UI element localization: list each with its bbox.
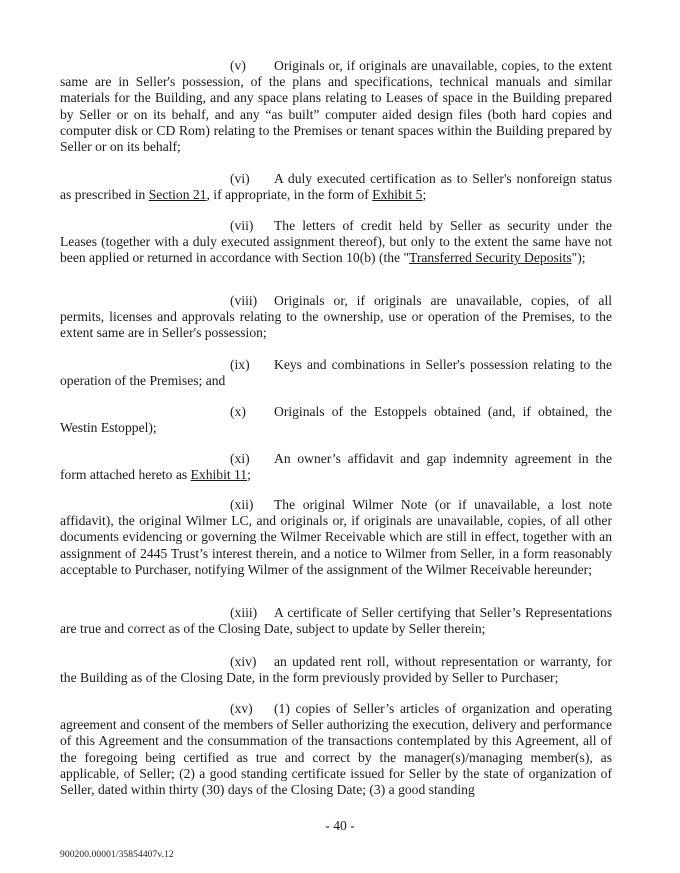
clause-text: ; — [422, 187, 427, 203]
clause-text: An owner’s affidavit and gap indemnity agreement in the form attached hereto as — [60, 451, 612, 483]
clause-number: (viii) — [230, 293, 258, 308]
clause-number: (xiii) — [230, 605, 258, 620]
clause-text: ; — [247, 467, 251, 483]
clause-xii — [60, 497, 612, 578]
transferred-security-deposits-term: Transferred Security Deposits — [409, 250, 572, 266]
clause-number: (xi) — [230, 451, 250, 466]
exhibit-5-reference: Exhibit 5 — [372, 187, 423, 203]
clause-xv — [60, 701, 612, 798]
clause-number: (x) — [230, 404, 246, 419]
clause-text: Originals or, if originals are unavailable, copies, to the extent same are in Seller's possession, of the plans and specifications, technical manuals and similar materials for the Building, and any space plans relating to Leases of space in the Building prepared by Seller or on its behalf, and any “as built” computer aided design files (both hard copies and computer disk or CD Rom) relating to the Premises or tenant spaces within the Building prepared by Seller or on its behalf; — [60, 58, 612, 155]
clause-ix — [60, 357, 612, 389]
clause-text: A duly executed certification as to Seller's nonforeign status as prescribed in — [60, 171, 612, 203]
clause-v — [60, 58, 612, 155]
clause-text: (1) copies of Seller’s articles of organization and operating agreement and consent of the members of Seller authorizing the execution, delivery and performance of this Agreement and the consummation of the transactions contemplated by this Agreement, all of the foregoing being certified as true and correct by the manager(s)/managing member(s), as applicable, of Seller; (2) a good standing certificate issued for Seller by the state of organization of Seller, dated within thirty (30) days of the Closing Date; (3) a good standing — [60, 701, 612, 798]
clause-number: (xv) — [230, 701, 253, 716]
clause-text: A certificate of Seller certifying that Seller’s Representations are true and correct as of the Closing Date, subject to update by Seller therein; — [60, 605, 612, 637]
clause-text: The original Wilmer Note (or if unavailable, a lost note affidavit), the original Wilmer LC, and originals or, if originals are unavailable, copies, of all other documents evidencing or governing the Wilmer Receivable which are still in effect, together with an assignment of 2445 Trust’s interest therein, and a notice to Wilmer from Seller, in a form reasonably acceptable to Purchaser, notifying Wilmer of the assignment of the Wilmer Receivable hereunder; — [60, 497, 612, 577]
clause-x — [60, 404, 612, 436]
clause-text: "); — [571, 250, 586, 266]
clause-text: The letters of credit held by Seller as security under the Leases (together with a duly executed assignment thereof), but only to the extent the same have not been applied or returned in accordance with Section 10(b) (the " — [60, 218, 612, 266]
clause-viii — [60, 293, 612, 342]
clause-xiv — [60, 654, 612, 686]
clause-xi — [60, 451, 612, 483]
clause-xiii — [60, 605, 612, 637]
clause-number: (vi) — [230, 171, 250, 186]
clause-text: Keys and combinations in Seller's possession relating to the operation of the Premises; and — [60, 357, 612, 389]
clause-number: (ix) — [230, 357, 250, 372]
clause-number: (xiv) — [230, 654, 257, 669]
section-21-reference: Section 21 — [148, 187, 207, 203]
page-number: - 40 - — [325, 818, 355, 833]
clause-text: Originals of the Estoppels obtained (and, if obtained, the Westin Estoppel); — [60, 404, 612, 436]
clause-text: an updated rent roll, without representation or warranty, for the Building as of the Closing Date, in the form previously provided by Seller to Purchaser; — [60, 654, 612, 686]
clause-number: (vii) — [230, 218, 254, 233]
document-id: 900200.00001/35854407v.12 — [60, 850, 174, 860]
clause-number: (xii) — [230, 497, 254, 512]
clause-number: (v) — [230, 58, 246, 73]
clause-text: Originals or, if originals are unavailable, copies, of all permits, licenses and approvals relating to the ownership, use or operation of the Premises, to the extent same are in Seller's possession; — [60, 293, 612, 341]
clause-text: , if appropriate, in the form of — [206, 187, 373, 203]
exhibit-11-reference: Exhibit 11 — [190, 467, 248, 483]
clause-vii — [60, 218, 612, 267]
clause-vi — [60, 171, 612, 203]
